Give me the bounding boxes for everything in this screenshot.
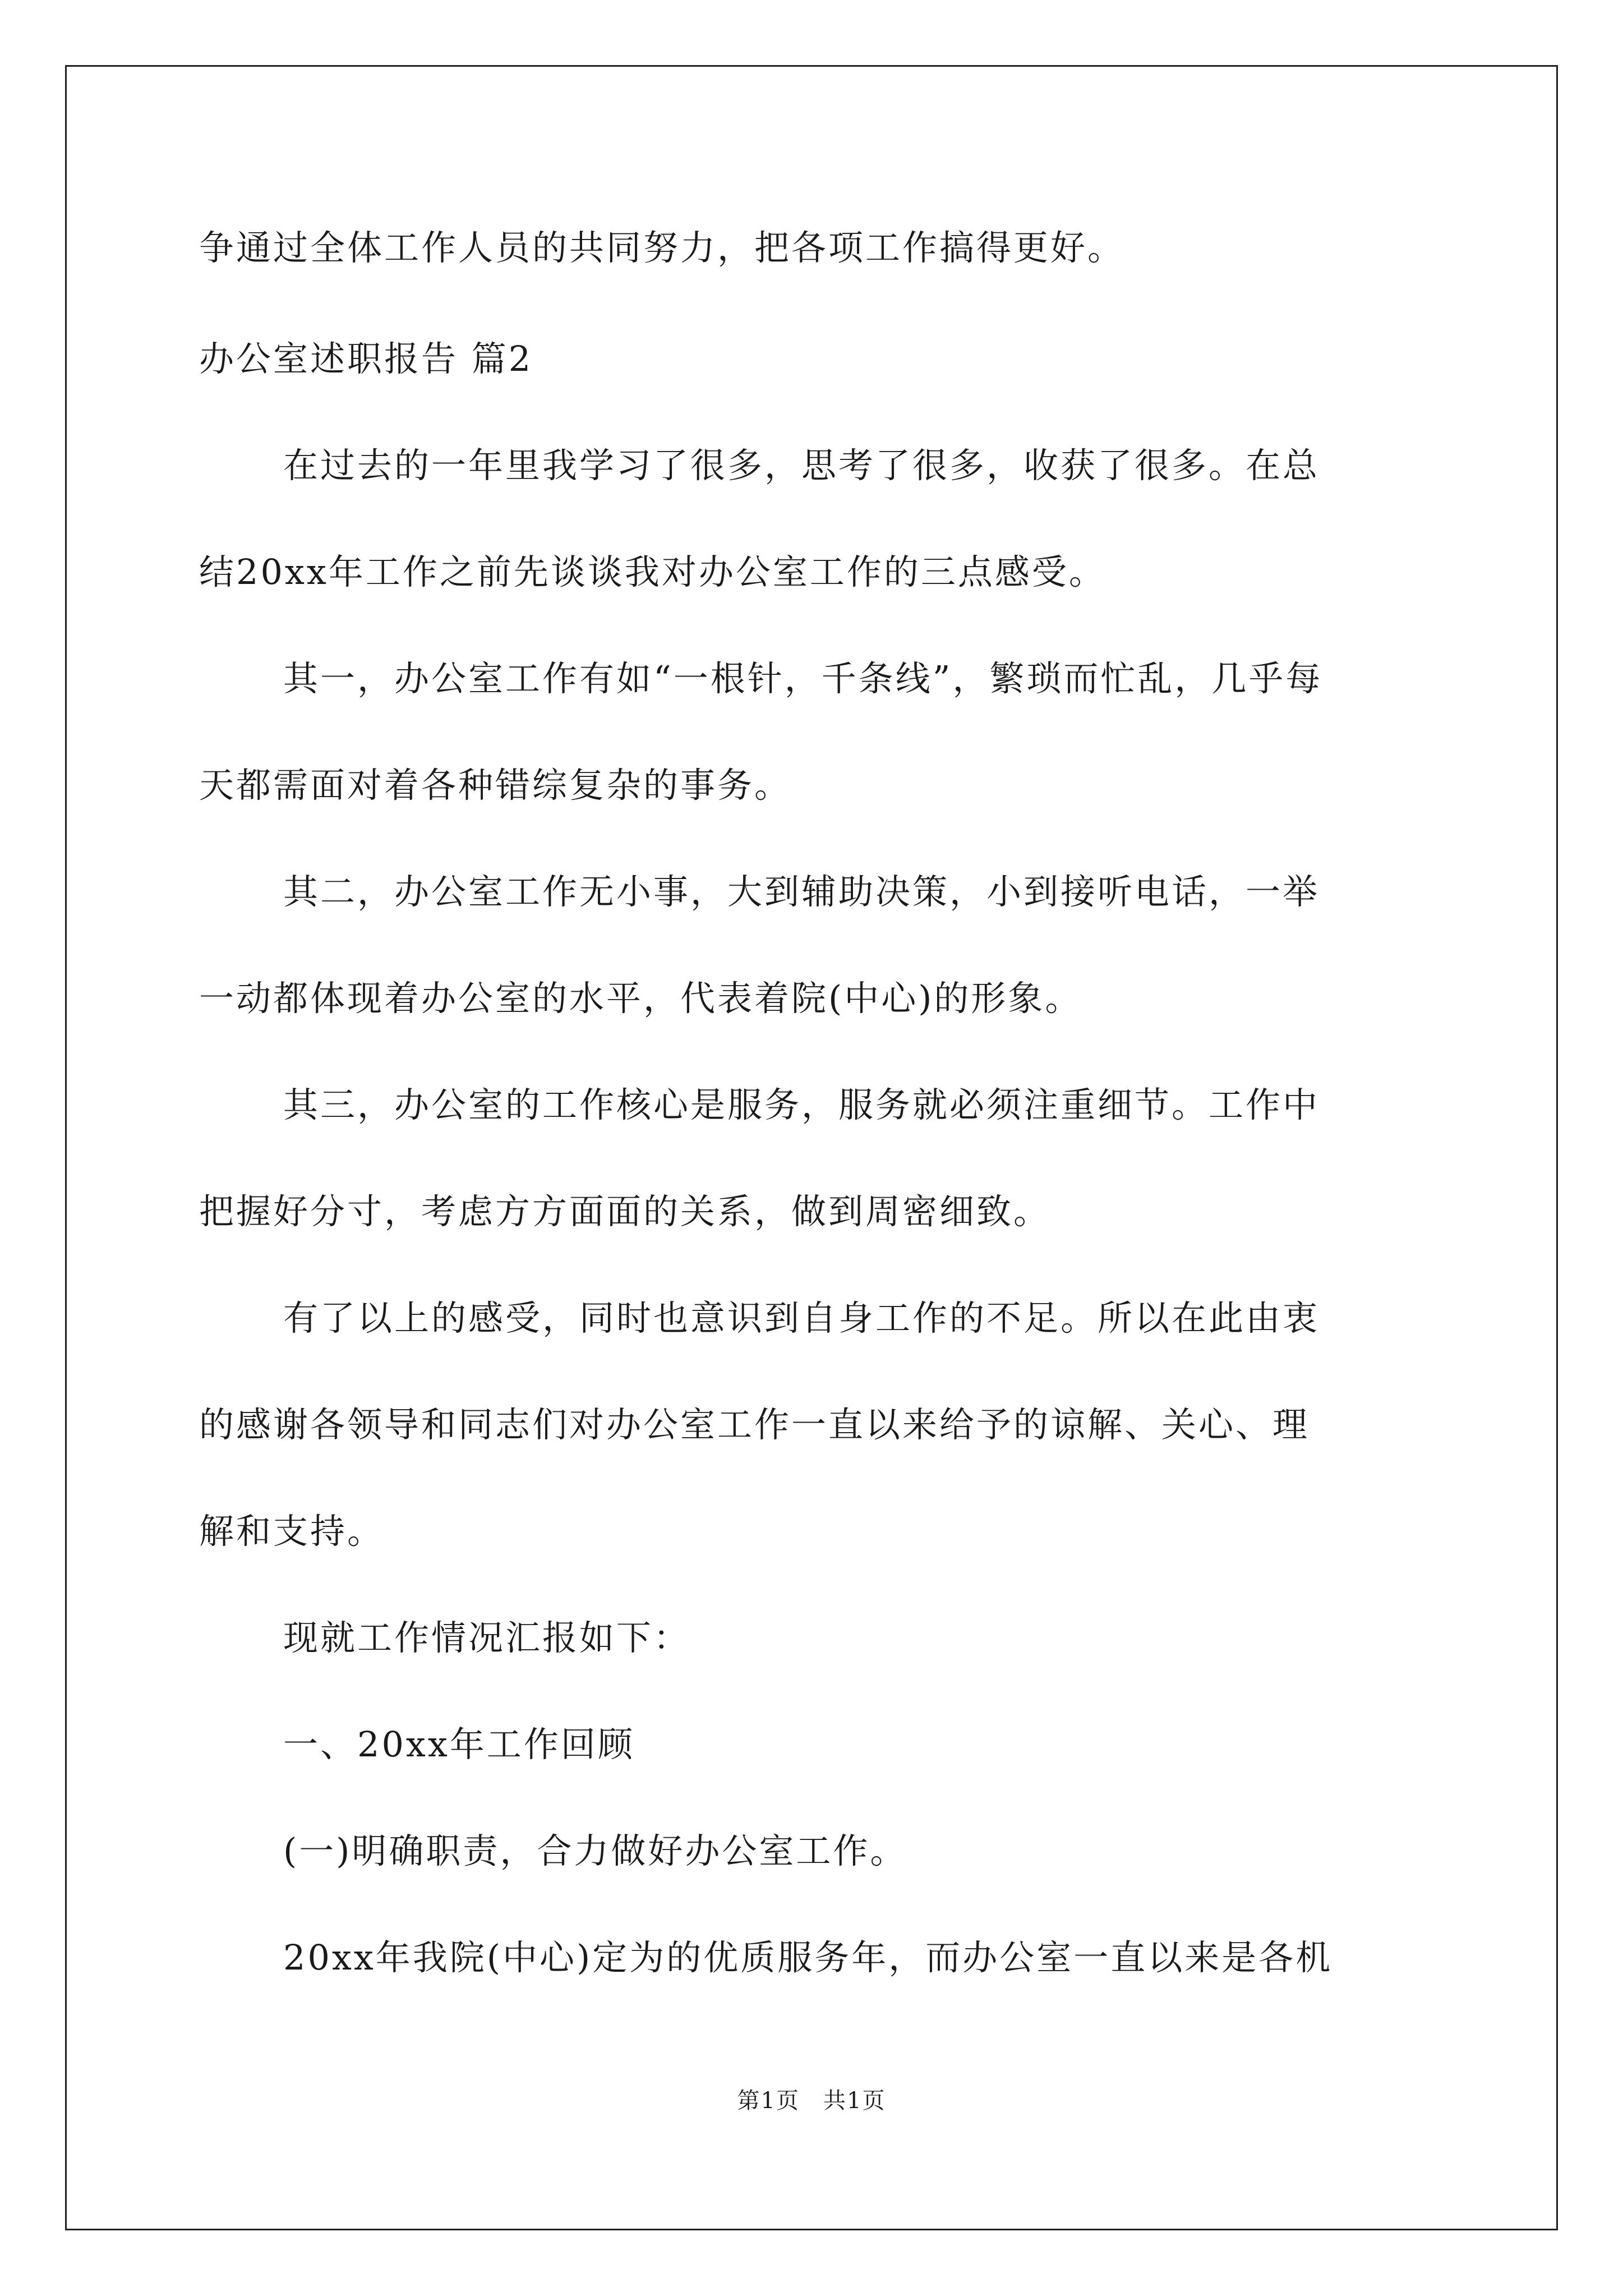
text-line: 在过去的一年里我学习了很多，思考了很多，收获了很多。在总	[283, 445, 1320, 486]
text-line: 解和支持。	[199, 1511, 385, 1552]
text-line: 把握好分寸，考虑方方面面的关系，做到周密细致。	[199, 1191, 1051, 1232]
text-line: 其一，办公室工作有如“一根针，千条线”，繁琐而忙乱，几乎每	[283, 658, 1323, 699]
page-footer: 第1页 共1页	[737, 2088, 886, 2114]
text-line: 天都需面对着各种错综复杂的事务。	[199, 765, 792, 806]
text-line: 有了以上的感受，同时也意识到自身工作的不足。所以在此由衷	[283, 1297, 1320, 1338]
page-border	[65, 65, 1558, 2230]
text-line: 的感谢各领导和同志们对办公室工作一直以来给予的谅解、关心、理	[199, 1404, 1310, 1445]
text-line: 争通过全体工作人员的共同努力，把各项工作搞得更好。	[199, 227, 1125, 268]
text-line: 现就工作情况汇报如下：	[283, 1617, 691, 1658]
text-line: 其三，办公室的工作核心是服务，服务就必须注重细节。工作中	[283, 1084, 1320, 1125]
text-line: 20xx年我院(中心)定为的优质服务年，而办公室一直以来是各机	[283, 1937, 1333, 1978]
text-line: 其二，办公室工作无小事，大到辅助决策，小到接听电话，一举	[283, 871, 1320, 912]
text-line: 结20xx年工作之前先谈谈我对办公室工作的三点感受。	[199, 551, 1106, 592]
section-heading: 办公室述职报告 篇2	[199, 338, 533, 379]
subsection-heading: (一)明确职责，合力做好办公室工作。	[283, 1830, 907, 1871]
subsection-heading: 一、20xx年工作回顾	[283, 1724, 635, 1765]
text-line: 一动都体现着办公室的水平，代表着院(中心)的形象。	[199, 978, 1082, 1019]
